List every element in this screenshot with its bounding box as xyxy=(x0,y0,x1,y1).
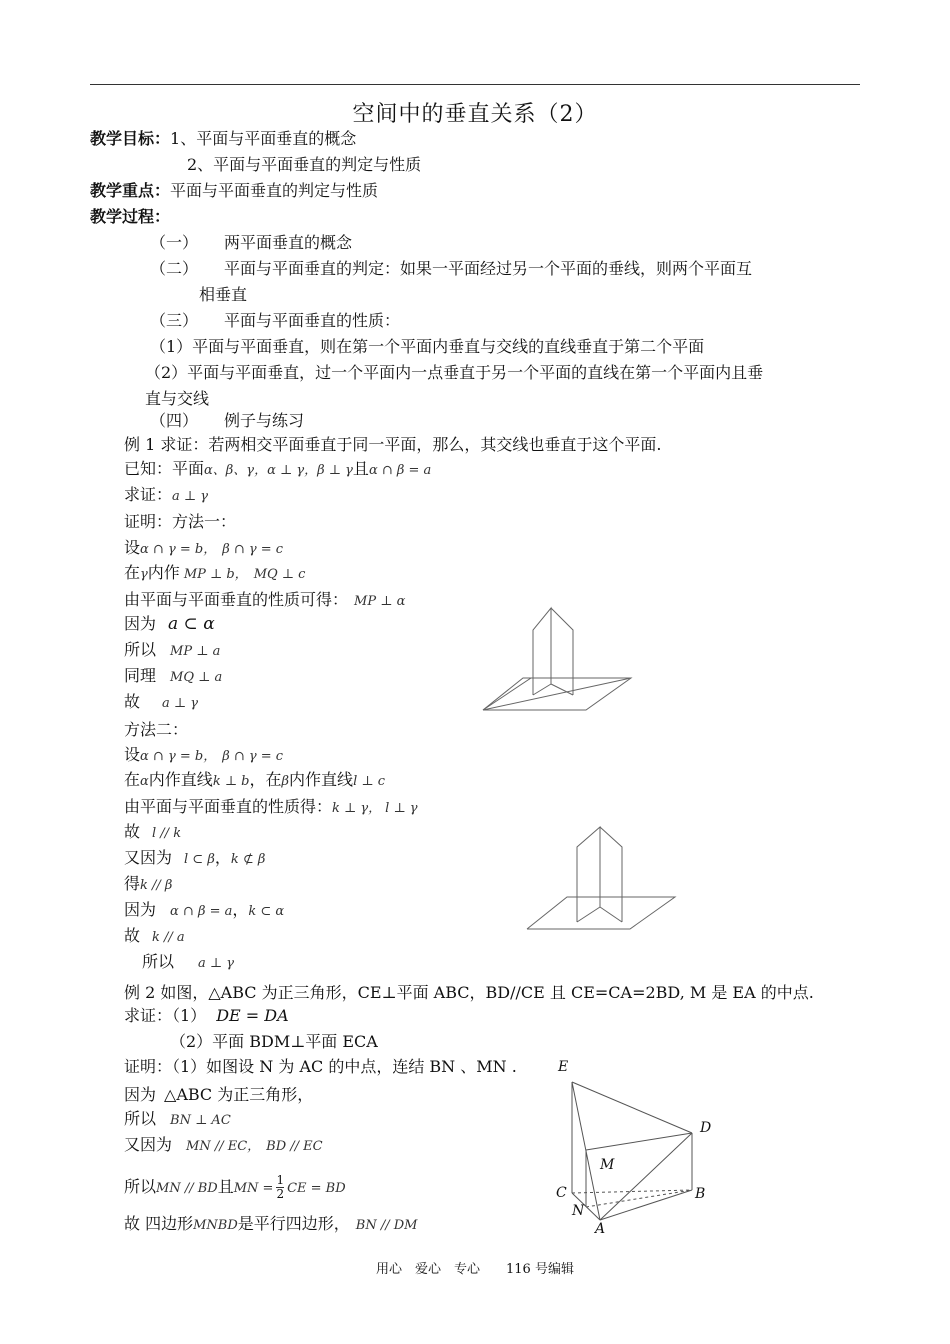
example-2-proof-line-2 xyxy=(124,1085,313,1105)
m2-line-8 xyxy=(124,926,185,948)
left-plane-foot xyxy=(577,907,600,922)
figure-2-perpendicular-planes xyxy=(522,822,682,934)
m1-l2-expr2: MQ ⊥ c xyxy=(253,567,306,582)
example-2-prove-2: （2）平面 BDM⊥平面 ECA xyxy=(170,1032,378,1051)
m2-l1-expr2: β ∩ γ = c xyxy=(222,749,284,764)
objective-item-1: 1、平面与平面垂直的概念 xyxy=(170,129,357,148)
ex2-l5-expr2a: MN = xyxy=(233,1181,274,1196)
m2-line-4 xyxy=(124,822,181,844)
section-2-cont: 相垂直 xyxy=(199,285,248,304)
example-2-proof-line-5 xyxy=(124,1174,346,1201)
ex2-l3-expr: BN ⊥ AC xyxy=(170,1113,231,1128)
given-label: 已知：平面 xyxy=(124,459,205,478)
m1-line-7 xyxy=(124,692,198,714)
m2-line-3 xyxy=(124,797,418,819)
ex2-l5-pre: 所以 xyxy=(124,1177,157,1196)
example-2-proof-line-1: 证明：（1）如图设 N 为 AC 的中点，连结 BN 、MN . xyxy=(124,1057,517,1076)
edge-DA xyxy=(600,1133,692,1220)
m1-l1-expr1: α ∩ γ = b， xyxy=(140,542,217,557)
m2-l4-expr: l // k xyxy=(152,826,182,841)
prove-label: 求证： xyxy=(124,485,173,504)
section-4 xyxy=(150,411,304,431)
page-title: 空间中的垂直关系（2） xyxy=(352,102,598,127)
m1-l1-expr2: β ∩ γ = c xyxy=(222,542,284,557)
m2-l4-pre: 故 xyxy=(124,822,141,841)
m2-l7-sep: ， xyxy=(232,900,249,919)
m2-l9-pre: 所以 xyxy=(142,952,175,971)
given-cond-3: α ∩ β = a xyxy=(368,463,432,478)
prove-1-label: 求证：（1） xyxy=(124,1006,207,1025)
given-planes: α、β、γ， xyxy=(204,463,268,478)
section-2-text: 平面与平面垂直的判定：如果一平面经过另一个平面的垂线，则两个平面互 xyxy=(224,259,753,278)
m1-l2-expr1: MP ⊥ b， xyxy=(183,567,248,582)
m1-line-2 xyxy=(124,563,305,585)
m2-l2-mid3: 内作直线 xyxy=(289,770,354,789)
m2-l3-pre: 由平面与平面垂直的性质得： xyxy=(124,797,333,816)
example-1-statement: 例 1 求证：若两相交平面垂直于同一平面，那么，其交线也垂直于这个平面. xyxy=(124,435,662,454)
example-2-proof-line-6 xyxy=(124,1214,417,1236)
segment-CB xyxy=(572,1190,692,1193)
key-point-text: 平面与平面垂直的判定与性质 xyxy=(170,181,379,200)
section-4-text: 例子与练习 xyxy=(224,411,305,430)
m1-line-1 xyxy=(124,538,283,560)
m2-l8-pre: 故 xyxy=(124,926,141,945)
given-cond-2: β ⊥ γ xyxy=(317,463,353,478)
right-vertical-plane xyxy=(600,827,622,922)
process-label: 教学过程： xyxy=(90,207,171,226)
label-D: D xyxy=(700,1120,712,1136)
m2-line-9 xyxy=(142,952,234,974)
m1-l4-expr: a ⊂ α xyxy=(168,614,215,634)
m2-line-2 xyxy=(124,770,385,792)
m1-line-6 xyxy=(124,666,222,688)
label-A: A xyxy=(595,1221,606,1237)
ex2-l5-fraction xyxy=(276,1174,284,1201)
objectives-line-1 xyxy=(90,129,356,149)
ex2-l6-expr2: BN // DM xyxy=(355,1218,418,1233)
edge-ED xyxy=(572,1082,692,1133)
section-3-text: 平面与平面垂直的性质： xyxy=(224,311,401,330)
m2-line-5 xyxy=(124,848,265,870)
ex2-l3-pre: 所以 xyxy=(124,1109,157,1128)
m2-l2-pre: 在 xyxy=(124,770,141,789)
m2-l1-expr1: α ∩ γ = b， xyxy=(140,749,217,764)
label-B: B xyxy=(695,1186,706,1202)
ex2-l2-pre: 因为 xyxy=(124,1085,157,1104)
m2-l2-alpha: α xyxy=(140,774,149,789)
left-vertical-plane xyxy=(577,827,600,922)
ex2-l4-expr2: BD // EC xyxy=(266,1139,323,1154)
m2-l2-mid: 内作直线 xyxy=(148,770,213,789)
method-2-label: 方法二： xyxy=(124,720,189,739)
m1-line-3 xyxy=(124,590,405,612)
m1-line-4 xyxy=(124,614,215,634)
m2-l9-expr: a ⊥ γ xyxy=(198,956,235,971)
m1-l3-expr: MP ⊥ α xyxy=(354,594,406,609)
m1-line-5 xyxy=(124,640,220,662)
ex2-l6-expr: MNBD xyxy=(193,1218,238,1233)
key-point-line xyxy=(90,181,378,201)
m2-l5-expr2: k ⊄ β xyxy=(230,852,266,867)
m2-l7-expr2: k ⊂ α xyxy=(248,904,285,919)
ex2-l6-pre: 故 四边形 xyxy=(124,1214,194,1233)
left-plane-foot xyxy=(533,684,551,695)
ex2-l4-expr1: MN // EC， xyxy=(186,1139,261,1154)
section-1 xyxy=(150,233,352,253)
m2-l3-expr2: l ⊥ γ xyxy=(385,801,418,816)
example-1-prove xyxy=(124,485,208,507)
section-2 xyxy=(150,259,752,279)
label-E: E xyxy=(558,1059,569,1075)
m1-l2-pre: 在 xyxy=(124,563,141,582)
given-and: 且 xyxy=(352,459,369,478)
prove-1-expr: DE = DA xyxy=(216,1006,289,1025)
example-2-prove-1 xyxy=(124,1006,289,1026)
property-2-cont: 直与交线 xyxy=(145,389,210,408)
m1-l2-mid: 内作 xyxy=(147,563,180,582)
m1-l5-expr: MP ⊥ a xyxy=(170,644,221,659)
right-plane-foot xyxy=(600,907,622,922)
m1-l2-gamma: γ xyxy=(140,567,148,582)
m2-line-1 xyxy=(124,745,283,767)
segment-NB xyxy=(586,1190,692,1207)
ex2-l6-mid: 是平行四边形， xyxy=(237,1214,350,1233)
objectives-label: 教学目标： xyxy=(90,129,171,148)
prove-expr: a ⊥ γ xyxy=(172,489,209,504)
m1-l1-pre: 设 xyxy=(124,538,141,557)
m2-l3-expr1: k ⊥ γ， xyxy=(332,801,382,816)
fraction-denominator: 2 xyxy=(276,1187,285,1201)
m2-line-6 xyxy=(124,874,172,896)
ex2-l5-expr1: MN // BD xyxy=(156,1181,218,1196)
m2-l2-mid2: ，在 xyxy=(249,770,282,789)
property-1: （1）平面与平面垂直，则在第一个平面内垂直与交线的直线垂直于第二个平面 xyxy=(150,337,705,356)
label-C: C xyxy=(556,1185,567,1201)
right-vertical-plane xyxy=(551,608,573,695)
ex2-l4-pre: 又因为 xyxy=(124,1135,173,1154)
m2-l6-pre: 得 xyxy=(124,874,141,893)
m2-l5-pre: 又因为 xyxy=(124,848,173,867)
m1-l6-pre: 同理 xyxy=(124,666,157,685)
m1-l7-expr: a ⊥ γ xyxy=(162,696,199,711)
section-1-text: 两平面垂直的概念 xyxy=(224,233,353,252)
header-rule xyxy=(90,84,860,85)
m2-l5-sep: ， xyxy=(214,848,231,867)
m2-line-7 xyxy=(124,900,284,922)
m2-l1-pre: 设 xyxy=(124,745,141,764)
label-M: M xyxy=(600,1157,615,1173)
m2-l2-beta: β xyxy=(281,774,290,789)
m2-l2-expr2: l ⊥ c xyxy=(353,774,385,789)
m1-l6-expr: MQ ⊥ a xyxy=(170,670,223,685)
m2-l7-pre: 因为 xyxy=(124,900,157,919)
ground-plane xyxy=(527,897,675,929)
section-2-num: （二） xyxy=(150,259,199,278)
example-1-given xyxy=(124,459,431,481)
example-2-proof-line-3 xyxy=(124,1109,231,1131)
m2-l5-expr1: l ⊂ β xyxy=(184,852,215,867)
ex2-l5-expr2b: CE = BD xyxy=(287,1181,346,1196)
m1-l3-pre: 由平面与平面垂直的性质可得： xyxy=(124,590,349,609)
m2-l8-expr: k // a xyxy=(152,930,185,945)
m1-l5-pre: 所以 xyxy=(124,640,157,659)
fraction-numerator: 1 xyxy=(276,1173,285,1187)
left-vertical-plane xyxy=(533,608,551,695)
m1-l4-pre: 因为 xyxy=(124,614,157,633)
section-3-num: （三） xyxy=(150,311,199,330)
example-2-proof-line-4 xyxy=(124,1135,323,1157)
section-1-num: （一） xyxy=(150,233,199,252)
m2-l2-expr1: k ⊥ b xyxy=(212,774,250,789)
property-2: （2）平面与平面垂直，过一个平面内一点垂直于另一个平面的直线在第一个平面内且垂 xyxy=(145,363,764,382)
method-1-label: 证明：方法一： xyxy=(124,512,237,531)
given-cond-1: α ⊥ γ， xyxy=(267,463,318,478)
m2-l7-expr1: α ∩ β = a xyxy=(170,904,233,919)
example-2-statement: 例 2 如图，△ABC 为正三角形，CE⊥平面 ABC，BD//CE 且 CE=CA=2BD, M 是 EA 的中点. xyxy=(124,983,814,1002)
m1-l7-pre: 故 xyxy=(124,692,141,711)
figure-1-perpendicular-planes xyxy=(478,600,638,715)
section-4-num: （四） xyxy=(150,411,199,430)
m2-l6-expr: k // β xyxy=(140,878,173,893)
ex2-l5-and: 且 xyxy=(217,1177,234,1196)
figure-3-solid xyxy=(550,1055,725,1240)
ex2-l2-text: △ABC 为正三角形， xyxy=(164,1085,314,1104)
section-3 xyxy=(150,311,400,331)
page-footer: 用心 爱心 专心 116 号编辑 xyxy=(376,1262,574,1277)
edge-BA xyxy=(600,1190,692,1220)
key-point-label: 教学重点： xyxy=(90,181,171,200)
objective-item-2: 2、平面与平面垂直的判定与性质 xyxy=(187,155,422,174)
label-N: N xyxy=(572,1203,585,1219)
